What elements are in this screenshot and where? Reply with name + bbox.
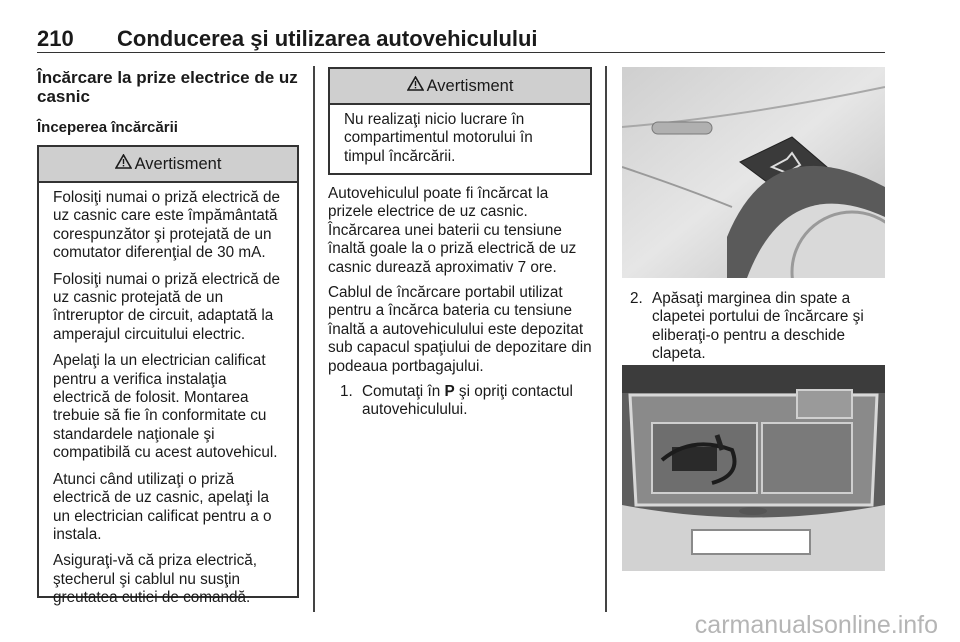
body-paragraph: Autovehiculul poate fi încărcat la prizele electrice de uz casnic. Încărcarea unei baterii cu tensiune înaltă goale la o priză electrică de uz casnic durează aproximativ 7 ore. [328,185,577,276]
warning-paragraph: Nu realizaţi nicio lucrare în compartimentul motorului în timpul încărcării. [344,111,533,165]
column-divider [605,66,607,612]
body-text [328,185,596,420]
subsection-title: Începerea încărcării [37,119,178,136]
chapter-title: Conducerea şi utilizarea autovehiculului [117,26,538,51]
page-header [37,18,885,53]
column-divider [313,66,315,612]
warning-box [328,67,592,175]
warning-paragraph: Apelaţi la un electrician calificat pentru a verifica instalaţia electrică de folosit. Montarea trebuie să fie în conformitate cu standardele naţionale şi compatibilă cu acest autovehicul. [53,352,278,462]
charging-flap-photo [622,67,885,278]
trunk-storage-photo [622,365,885,571]
gear-position-p: P [444,383,455,401]
step-number: 2. [630,290,643,307]
warning-triangle-icon [115,154,132,174]
body-paragraph: Cablul de încărcare portabil utilizat pentru a încărca bateria cu tensiune înaltă a autovehiculului este depozitat sub capacul spaţiului de depozitare din podeaua portbagajului. [328,284,592,375]
warning-paragraph: Folosiţi numai o priză electrică de uz casnic care este împământată corespunzător şi protejată de un comutator diferenţial de 30 mA. [53,189,281,262]
warning-paragraph: Atunci când utilizaţi o priză electrică de uz casnic, apelaţi la un electrician calificat pentru a o instala. [53,470,272,543]
warning-triangle-icon [407,76,424,96]
step-item [328,383,596,420]
step-number: 1. [340,383,353,401]
section-title: Încărcare la prize electrice de uz casnic [37,68,298,106]
warning-title: Avertisment [134,154,222,173]
warning-paragraph: Folosiţi numai o priză electrică de uz casnic protejată de un întreruptor de circuit, adaptată la amperajul circuitului electric. [53,270,281,343]
warning-paragraph: Asiguraţi-vă că priza electrică, ştecherul şi cablul nu susţin greutatea cutiei de comandă. [53,552,258,607]
warning-title: Avertisment [426,76,514,95]
step-text: şi opriţi contactul autovehiculului. [362,383,573,419]
step-text: Apăsaţi marginea din spate a clapetei portului de încărcare şi eliberaţi-o pentru a deschide clapeta. [652,290,864,363]
warning-header [39,147,297,183]
page-number: 210 [37,26,74,51]
watermark: carmanualsonline.info [694,611,938,639]
warning-header [330,69,590,105]
step-text: Comutaţi în [362,383,445,401]
step-item [630,290,882,364]
warning-box [37,145,299,607]
